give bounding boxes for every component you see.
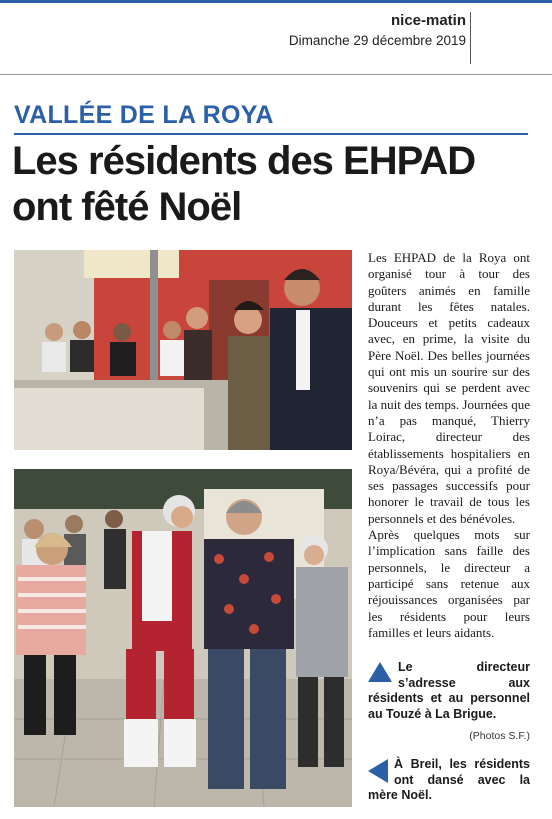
- top-rule: [0, 0, 552, 3]
- photo-credit: (Photos S.F.): [469, 730, 530, 742]
- photo-director-staff: [14, 250, 352, 450]
- masthead-divider: [470, 12, 471, 64]
- triangle-left-icon: [368, 759, 388, 783]
- paper-name: nice-matin: [390, 12, 466, 29]
- section-kicker: VALLÉE DE LA ROYA: [14, 101, 274, 129]
- header-rule: [0, 74, 552, 75]
- caption-photo-dance: [368, 757, 530, 804]
- caption-text: À Breil, les résidents ont dansé avec la mère Noël.: [368, 757, 530, 802]
- caption-photo-director: [368, 660, 530, 722]
- headline: Les résidents des EHPAD ont fêté Noël: [12, 139, 476, 229]
- publication-date: Dimanche 29 décembre 2019: [288, 33, 466, 48]
- article-paragraph: Après quelques mots sur l’implication sans faille des personnels, le directeur a participé sans retenue aux réjouissances organisées par les résidents pour leurs familles et leurs aidants.: [368, 527, 530, 640]
- photo-dance-mere-noel: [14, 469, 352, 807]
- article-paragraph: Les EHPAD de la Roya ont organisé tour à tour des goûters animés en famille durant les fêtes natales. Douceurs et petits cadeaux avec, en prime, la visite du Père Noël. Des belles journées qui ont mis un sourire sur des souvenirs qui se perdent avec la nuit des temps. Journées que n’a pas manqué, Thierry Loirac, directeur des établissements hospitaliers en Roya/Bévéra, qui a profité de ses passages successifs pour honorer le travail de tous les personnels et des bénévoles.: [368, 250, 530, 526]
- triangle-up-icon: [368, 662, 392, 682]
- article-body: [368, 250, 530, 641]
- masthead: [289, 12, 466, 48]
- kicker-rule: [14, 133, 528, 135]
- caption-text: Le directeur s’adresse aux résidents et au personnel au Touzé à La Brigue.: [368, 660, 530, 721]
